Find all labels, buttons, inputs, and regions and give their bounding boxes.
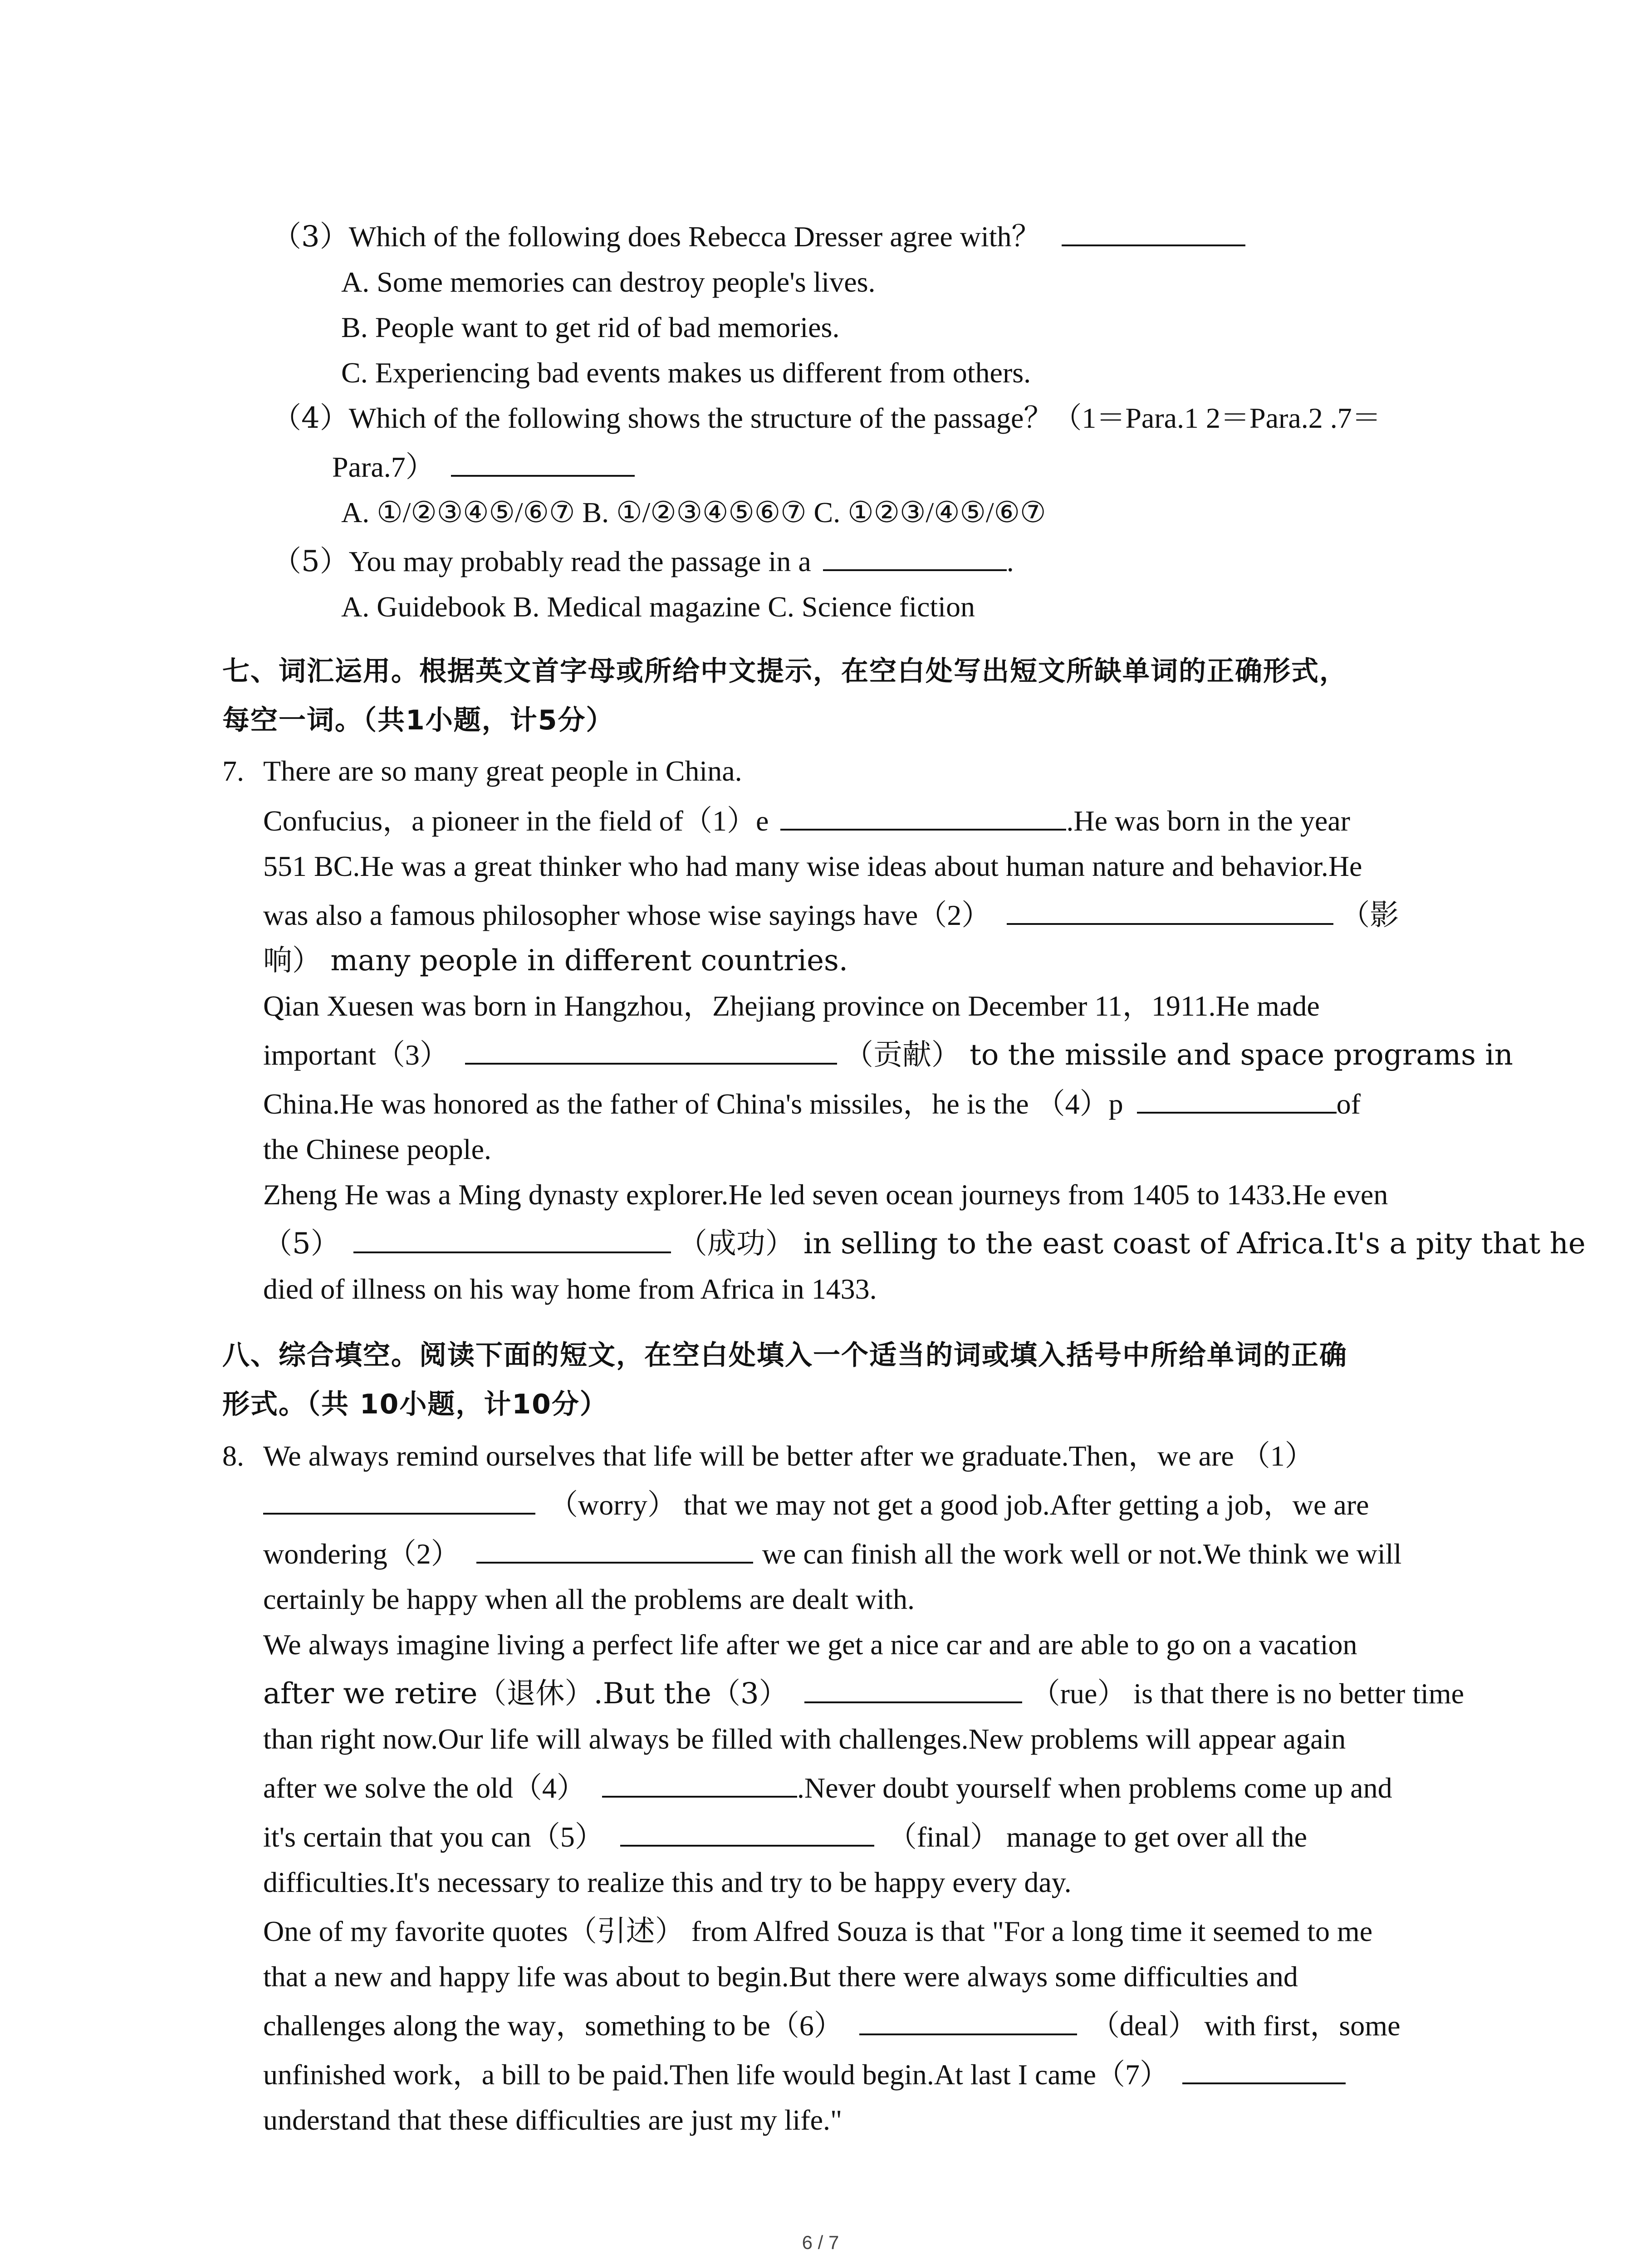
answer-blank[interactable] <box>451 450 635 477</box>
q8-line1: We always remind ourselves that life will be better after we graduate.Then，we are （1） <box>263 1440 1314 1472</box>
q8-line8 <box>263 1770 1392 1806</box>
q8-line12: that a new and happy life was about to begin.But there were always some difficulties and <box>263 1960 1298 1993</box>
answer-blank[interactable] <box>1137 1086 1337 1114</box>
section7-heading: 七、词汇运用。根据英文首字母或所给中文提示，在空白处写出短文所缺单词的正确形式， <box>222 655 1347 687</box>
answer-blank[interactable] <box>353 1226 671 1253</box>
page-number: 6 / 7 <box>802 2232 839 2253</box>
q6-3-option-c: C. Experiencing bad events makes us different from others. <box>341 357 1031 389</box>
q6-4-number: （4） <box>272 401 349 435</box>
answer-blank[interactable] <box>602 1770 797 1798</box>
q7-hint: （影 <box>1341 899 1399 932</box>
q8-text: challenges along the way，something to be（6） <box>263 2009 843 2042</box>
q8-text: after we solve the old（4） <box>263 1772 586 1804</box>
q7-para3-line2 <box>263 1226 1586 1262</box>
q7-para1-line4: 响） many people in different countries. <box>263 944 848 978</box>
q7-para3-line3: died of illness on his way home from Africa in 1433. <box>263 1273 877 1305</box>
q6-3-number: （3） <box>272 220 349 254</box>
q7-text: important（3） <box>263 1039 449 1071</box>
q6-4-stem <box>272 400 1381 436</box>
section8-heading: 八、综合填空。阅读下面的短文，在空白处填入一个适当的词或填入括号中所给单词的正确 <box>222 1339 1347 1371</box>
q6-5-period: . <box>1006 545 1014 577</box>
q8-number: 8. <box>222 1440 244 1472</box>
q8-line15: understand that these difficulties are just my life." <box>263 2104 843 2136</box>
q8-text: wondering（2） <box>263 1538 460 1570</box>
q7-para2-line3 <box>263 1086 1361 1122</box>
q8-line10: difficulties.It's necessary to realize this and try to be happy every day. <box>263 1866 1072 1898</box>
q8-text: we can finish all the work well or not.We think we will <box>762 1538 1402 1570</box>
answer-blank[interactable] <box>465 1037 837 1065</box>
q8-text: （final） manage to get over all the <box>887 1821 1307 1853</box>
q8-text: （worry） that we may not get a good job.After getting a job，we are <box>549 1489 1369 1521</box>
q6-5-text: You may probably read the passage in a <box>348 545 811 577</box>
q6-3-stem <box>272 219 1245 255</box>
q8-line3 <box>263 1536 1401 1572</box>
q8-text: unfinished work，a bill to be paid.Then life would begin.At last I came（7） <box>263 2058 1169 2091</box>
q7-para2-line1: Qian Xuesen was born in Hangzhou，Zhejiang province on December 11，1911.He made <box>263 990 1320 1022</box>
answer-blank[interactable] <box>1182 2057 1346 2084</box>
q7-hint: （成功） in selling to the east coast of Africa.It's a pity that he <box>678 1227 1586 1261</box>
q8-text: .Never doubt yourself when problems come up and <box>797 1772 1392 1804</box>
answer-blank[interactable] <box>1007 898 1333 925</box>
q8-text: （deal） with first，some <box>1090 2009 1401 2042</box>
q7-number: 7. <box>222 755 244 787</box>
q7-text: of <box>1336 1088 1361 1120</box>
q6-5-number: （5） <box>272 545 349 578</box>
q6-3-text: Which of the following does Rebecca Dresser agree with？ <box>348 220 1041 253</box>
q8-text: （rue） is that there is no better time <box>1031 1677 1465 1710</box>
q8-text: it's certain that you can（5） <box>263 1821 604 1853</box>
q8-line5: We always imagine living a perfect life after we get a nice car and are able to go on a vacation <box>263 1628 1357 1661</box>
q7-text: was also a famous philosopher whose wise sayings have（2） <box>263 899 991 931</box>
q6-4-text-2: Para.7） <box>332 451 435 483</box>
q8-line13 <box>263 2008 1401 2044</box>
q7-para2-line2 <box>263 1037 1513 1073</box>
q8-line2 <box>263 1487 1369 1523</box>
q7-para1-line2: 551 BC.He was a great thinker who had many wise ideas about human nature and behavior.He <box>263 850 1362 882</box>
q8-line6 <box>263 1676 1464 1712</box>
section7-heading-line2: 每空一词。（共1小题，计5分） <box>222 704 614 736</box>
answer-blank[interactable] <box>823 544 1007 571</box>
q7-para1-line1 <box>263 803 1350 839</box>
answer-blank[interactable] <box>780 803 1066 831</box>
q7-text: .He was born in the year <box>1066 805 1350 837</box>
q6-5-stem <box>272 543 1014 580</box>
q8-line9 <box>263 1819 1307 1855</box>
q7-para2-line4: the Chinese people. <box>263 1133 491 1165</box>
q6-3-option-b: B. People want to get rid of bad memories. <box>341 311 840 343</box>
q8-text: after we retire（退休）.But the（3） <box>263 1677 788 1711</box>
q7-text: China.He was honored as the father of China's missiles，he is the （4）p <box>263 1088 1123 1120</box>
answer-blank[interactable] <box>476 1536 753 1564</box>
q7-text: （5） <box>263 1227 340 1261</box>
q8-line11: One of my favorite quotes（引述） from Alfred Souza is that "For a long time it seemed to me <box>263 1915 1373 1947</box>
answer-blank[interactable] <box>804 1676 1022 1703</box>
q6-5-options: A. Guidebook B. Medical magazine C. Science fiction <box>341 591 975 623</box>
q8-line4: certainly be happy when all the problems are dealt with. <box>263 1583 915 1615</box>
q7-para3-line1: Zheng He was a Ming dynasty explorer.He led seven ocean journeys from 1405 to 1433.He even <box>263 1178 1388 1211</box>
q6-4-options: A. ①/②③④⑤/⑥⑦ B. ①/②③④⑤⑥⑦ C. ①②③/④⑤/⑥⑦ <box>341 496 1046 528</box>
q6-3-option-a: A. Some memories can destroy people's lives. <box>341 266 876 298</box>
q7-hint: （贡献） to the missile and space programs in <box>844 1038 1514 1072</box>
q6-4-text: Which of the following shows the structure of the passage？（1＝Para.1 2＝Para.2 .7＝ <box>348 402 1381 434</box>
answer-blank[interactable] <box>859 2008 1077 2035</box>
answer-blank[interactable] <box>620 1819 874 1847</box>
q7-intro: There are so many great people in China. <box>263 755 742 787</box>
q8-line14 <box>263 2057 1346 2093</box>
q6-4-stem-cont <box>332 449 635 485</box>
answer-blank[interactable] <box>263 1487 535 1515</box>
q7-text: Confucius，a pioneer in the field of（1）e <box>263 805 769 837</box>
section8-heading-line2: 形式。（共 10小题，计10分） <box>222 1388 608 1420</box>
answer-blank[interactable] <box>1062 219 1245 246</box>
q7-para1-line3 <box>263 897 1399 934</box>
q8-line7: than right now.Our life will always be filled with challenges.New problems will appear again <box>263 1723 1346 1755</box>
